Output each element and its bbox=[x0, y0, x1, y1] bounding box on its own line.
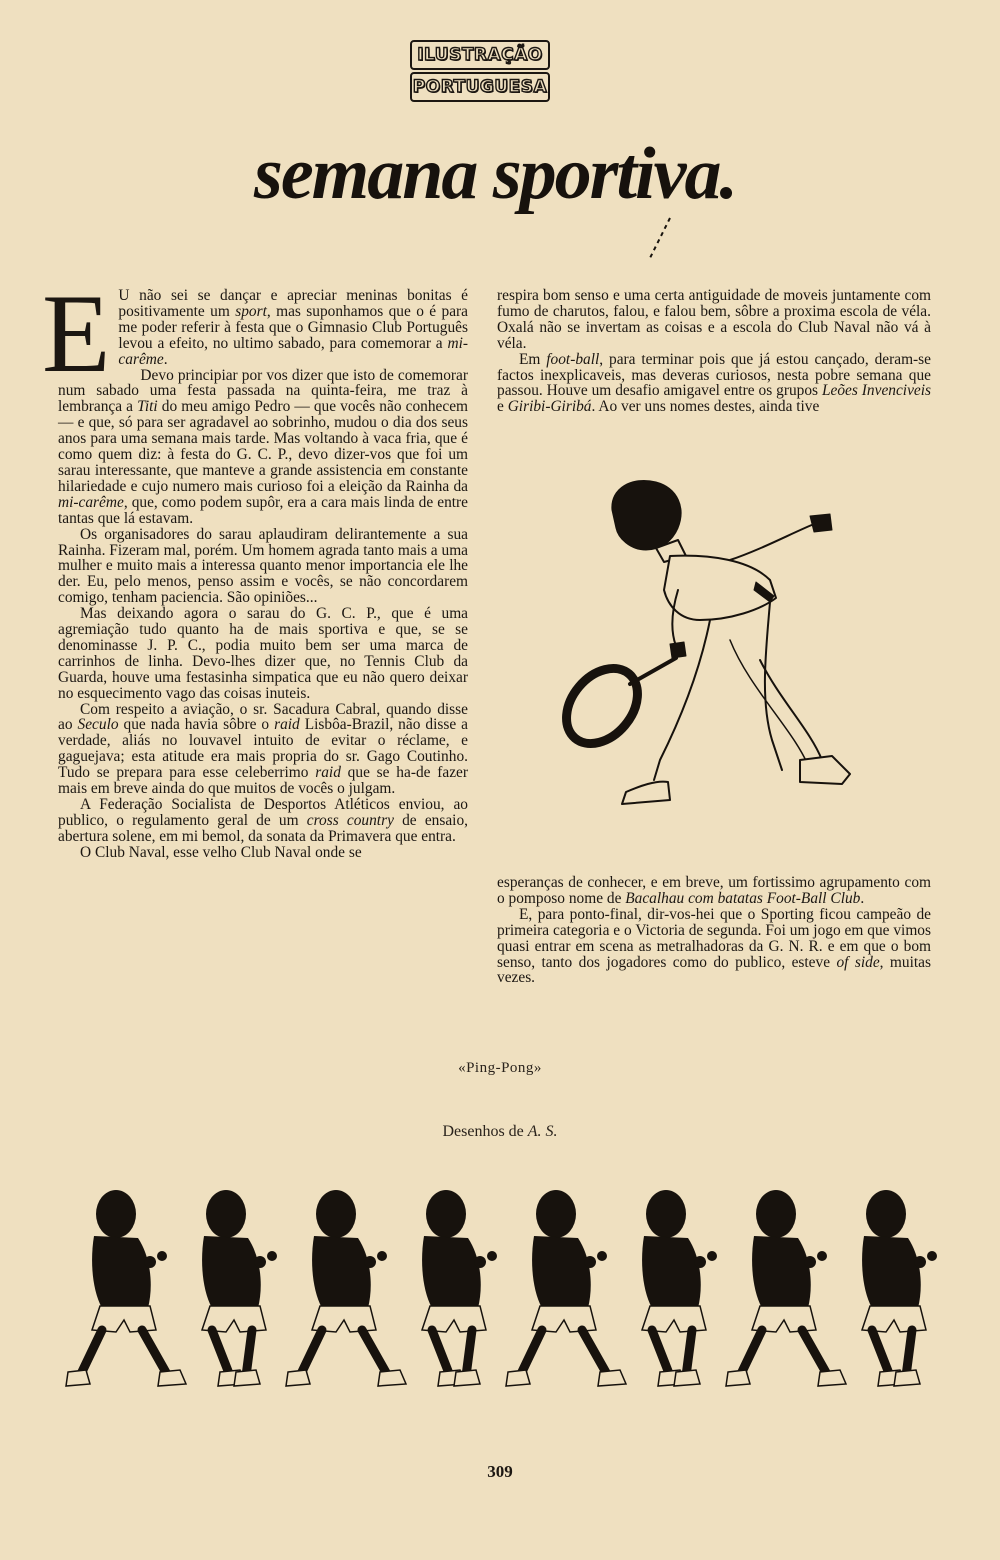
tennis-player-illustration bbox=[560, 470, 890, 830]
left-paragraph-4: Mas deixando agora o sarau do G. C. P., que é uma agremiação tudo quanto ha de mais sportiva e que, se se denominasse J. P. C., podia muito bem ser uma marca de carrinhos de linha. Devo-lhes dizer que, no Tennis Club da Guarda, houve uma festasinha simpatica que eu não quero deixar no esquecimento vago das coisas inuteis. bbox=[58, 605, 468, 702]
left-paragraph-6: A Federação Socialista de Desportos Atléticos enviou, ao publico, o regulamento geral de um cross country de ensaio, abertura solene, em mi bemol, da sonata da Primavera que entra. bbox=[58, 796, 468, 845]
walking-figure bbox=[862, 1190, 937, 1386]
article-title: semana sportiva. bbox=[254, 133, 736, 215]
right-top-paragraph-2: Em foot-ball, para terminar pois que já estou cançado, deram-se factos inexplicaveis, mas deveras curiosos, nesta pobre semana que passou. Houve um desafio amigavel entre os grupos Leões Invenciveis e Giribi-Giribá. Ao ver uns nomes destes, ainda tive bbox=[497, 350, 932, 416]
right-top-paragraphs bbox=[497, 288, 931, 415]
walking-figure bbox=[642, 1190, 717, 1386]
left-paragraph-3: Os organisadores do sarau aplaudiram delirantemente a sua Rainha. Fizeram mal, porém. Um homem agrada tanto mais a uma mulher e muito mais a interessa quanto menor importancia ele lhe der. Eu, pelo menos, penso assim e vocês, se não concordarem comigo, tenham paciencia. São opiniões... bbox=[58, 525, 468, 607]
walking-figure bbox=[506, 1190, 626, 1386]
drop-cap: E bbox=[42, 272, 111, 396]
walking-figure bbox=[422, 1190, 497, 1386]
page-number: 309 bbox=[487, 1462, 513, 1481]
left-paragraph-5: Com respeito a aviação, o sr. Sacadura Cabral, quando disse ao Seculo que nada havia sôbre o raid Lisbôa-Brazil, não disse a verdade, aliás no louvavel intuito de evitar o réclame, e gaguejava; esta atitude era mais propria do sr. Gago Coutinho. Tudo se prepara para esse celeberrimo raid que se ha-de fazer mais em breve ainda do que muitos de vocês o julgam. bbox=[58, 700, 468, 798]
walking-figure bbox=[286, 1190, 406, 1386]
title-lettering bbox=[230, 118, 760, 258]
masthead-line-2: PORTUGUESA bbox=[410, 72, 550, 102]
masthead-line-1: ILUSTRAÇÃO bbox=[410, 40, 550, 70]
left-paragraph-1: U não sei se dançar e apreciar meninas bonitas é positivamente um sport, mas suponhamos que o é para me poder referir à festa que o Gimnasio Club Português levou a efeito, no ultimo sabado, para comemorar a mi-carême. bbox=[118, 287, 468, 368]
left-paragraph-7: O Club Naval, esse velho Club Naval onde se bbox=[80, 843, 362, 861]
left-paragraph-2: Devo principiar por vos dizer que isto de comemorar num sabado uma festa passada na quinta-feira, me traz à lembrança a Titi do meu amigo Pedro — que vocês não conhecem — e que, só para ser agradavel ao sobrinho, mudou o dia dos seus anos para uma semana mais tarde. Mas voltando à vaca fria, que é como quem diz: à festa do G. C. P., devo dizer-vos que foi um sarau interessante, que manteve a grande assistencia em constante hilariedade e cujo numero mais curioso foi a eleição da Rainha da mi-carême, que, como podem supôr, era a cara mais linda de entre tantas que lá estavam. bbox=[58, 366, 468, 527]
author-signature: «Ping-Pong» bbox=[458, 1060, 542, 1076]
walking-figure bbox=[66, 1190, 186, 1386]
credit-author: A. S. bbox=[527, 1123, 558, 1140]
article-column-right-bottom bbox=[497, 875, 931, 986]
walking-figures-illustration bbox=[40, 1180, 960, 1400]
right-bottom-paragraph-1: esperanças de conhecer, e em breve, um fortissimo agrupamento com o pomposo nome de Bacalhau com batatas Foot-Ball Club. bbox=[497, 874, 931, 907]
illustration-credit bbox=[0, 1123, 1000, 1141]
walking-figure bbox=[202, 1190, 277, 1386]
article-column-left bbox=[42, 272, 468, 861]
right-top-paragraph-1: respira bom senso e uma certa antiguidade de moveis juntamente com fumo de charutos, falou, e falou bem, sôbre a proxima escola de véla. Oxalá não se invertam as coisas e a escola do Club Naval não vá à véla. bbox=[497, 287, 931, 352]
masthead-logo bbox=[410, 40, 550, 96]
right-bottom-paragraphs bbox=[497, 875, 931, 986]
right-bottom-paragraph-2: E, para ponto-final, dir-vos-hei que o Sporting ficou campeão de primeira categoria e o Victoria de segunda. Foi um jogo em que vimos quasi entrar em scena as metralhadoras da G. N. R. e em que o bom senso, tanto dos jogadores como do publico, esteve of side, muitas vezes. bbox=[497, 905, 931, 987]
article-column-right-top bbox=[497, 288, 931, 415]
walking-figure bbox=[726, 1190, 846, 1386]
left-paragraphs bbox=[58, 288, 468, 861]
credit-prefix: Desenhos de bbox=[442, 1123, 528, 1140]
